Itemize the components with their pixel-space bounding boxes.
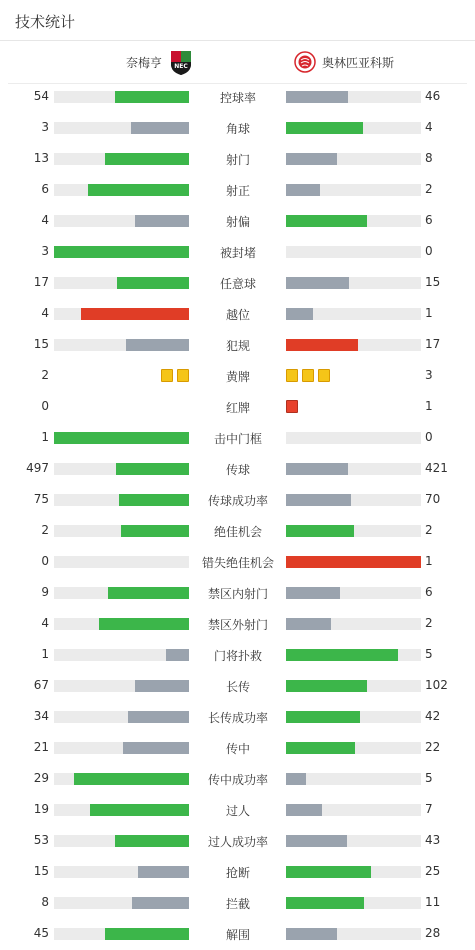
stat-row — [0, 143, 475, 174]
away-bar-track — [286, 618, 421, 630]
away-bar-track — [286, 587, 421, 599]
away-bar-fill — [286, 525, 354, 537]
stat-row — [0, 81, 475, 112]
home-value: 4 — [41, 213, 49, 227]
away-value: 46 — [425, 89, 441, 103]
away-bar-track — [286, 804, 421, 816]
away-value: 11 — [425, 895, 441, 909]
home-bar-track — [54, 153, 189, 165]
stat-row — [0, 205, 475, 236]
away-cards — [286, 400, 298, 413]
away-value: 7 — [425, 802, 433, 816]
stat-label: 禁区内射门 — [207, 587, 268, 601]
away-bar-track — [286, 928, 421, 940]
page-title: 技术统计 — [15, 13, 76, 31]
stat-row — [0, 825, 475, 856]
away-value: 5 — [425, 647, 433, 661]
home-bar-fill — [135, 680, 189, 692]
home-value: 53 — [33, 833, 49, 847]
away-value: 17 — [425, 337, 441, 351]
away-bar-track — [286, 339, 421, 351]
home-value: 0 — [41, 554, 49, 568]
home-value: 497 — [26, 461, 49, 475]
stat-row — [0, 112, 475, 143]
stat-label: 绝佳机会 — [213, 525, 262, 539]
away-bar-fill — [286, 866, 371, 878]
home-value: 67 — [33, 678, 49, 692]
stat-label: 传中 — [225, 742, 250, 756]
away-bar-track — [286, 277, 421, 289]
olympiacos-logo-icon — [294, 51, 316, 73]
away-bar-fill — [286, 742, 355, 754]
away-bar-track — [286, 91, 421, 103]
away-bar-track — [286, 432, 421, 444]
home-bar-track — [54, 339, 189, 351]
away-bar-fill — [286, 91, 348, 103]
home-value: 2 — [41, 368, 49, 382]
away-bar-fill — [286, 463, 348, 475]
home-bar-track — [54, 246, 189, 258]
stat-label: 射正 — [225, 184, 250, 198]
home-bar-fill — [121, 525, 189, 537]
stat-row — [0, 453, 475, 484]
home-value: 4 — [41, 616, 49, 630]
yellow-card-icon — [318, 369, 330, 382]
stat-row — [0, 639, 475, 670]
stat-row — [0, 701, 475, 732]
away-value: 102 — [425, 678, 448, 692]
home-bar-track — [54, 308, 189, 320]
home-bar-track — [54, 711, 189, 723]
stat-label: 射门 — [225, 153, 250, 167]
away-bar-fill — [286, 556, 421, 568]
home-value: 13 — [33, 151, 49, 165]
home-bar-fill — [99, 618, 189, 630]
away-value: 2 — [425, 523, 433, 537]
away-bar-fill — [286, 773, 306, 785]
stat-row — [0, 174, 475, 205]
home-bar-track — [54, 494, 189, 506]
away-bar-track — [286, 463, 421, 475]
away-value: 4 — [425, 120, 433, 134]
home-bar-track — [54, 277, 189, 289]
away-value: 1 — [425, 399, 433, 413]
home-bar-fill — [74, 773, 189, 785]
stat-row — [0, 794, 475, 825]
stat-row — [0, 391, 475, 422]
away-bar-track — [286, 556, 421, 568]
stat-label: 抢断 — [225, 866, 250, 880]
stat-label: 角球 — [225, 122, 250, 136]
away-value: 28 — [425, 926, 441, 940]
home-bar-track — [54, 866, 189, 878]
home-value: 6 — [41, 182, 49, 196]
home-bar-track — [54, 91, 189, 103]
away-bar-fill — [286, 928, 337, 940]
away-bar-fill — [286, 153, 337, 165]
away-bar-track — [286, 308, 421, 320]
away-value: 2 — [425, 616, 433, 630]
stat-label: 犯规 — [225, 339, 250, 353]
home-bar-track — [54, 773, 189, 785]
away-value: 15 — [425, 275, 441, 289]
stat-label: 黄牌 — [225, 370, 250, 384]
stat-label: 红牌 — [225, 401, 250, 415]
home-bar-fill — [119, 494, 189, 506]
away-bar-fill — [286, 711, 360, 723]
away-value: 0 — [425, 244, 433, 258]
home-bar-fill — [117, 277, 189, 289]
stat-label: 错失绝佳机会 — [201, 556, 274, 570]
away-bar-track — [286, 246, 421, 258]
home-bar-fill — [116, 463, 189, 475]
home-bar-fill — [88, 184, 189, 196]
stat-label: 传球成功率 — [207, 494, 268, 508]
home-bar-fill — [123, 742, 189, 754]
home-value: 3 — [41, 244, 49, 258]
away-bar-track — [286, 153, 421, 165]
away-bar-fill — [286, 215, 367, 227]
home-value: 29 — [33, 771, 49, 785]
home-value: 15 — [33, 337, 49, 351]
stat-label: 禁区外射门 — [207, 618, 268, 632]
away-value: 43 — [425, 833, 441, 847]
nec-logo-icon — [168, 48, 194, 76]
stat-label: 拦截 — [225, 897, 250, 911]
home-bar-track — [54, 680, 189, 692]
stat-row — [0, 887, 475, 918]
home-bar-track — [54, 928, 189, 940]
home-value: 8 — [41, 895, 49, 909]
stat-row — [0, 267, 475, 298]
away-bar-fill — [286, 277, 349, 289]
home-bar-track — [54, 122, 189, 134]
home-bar-fill — [135, 215, 189, 227]
home-value: 1 — [41, 430, 49, 444]
away-value: 22 — [425, 740, 441, 754]
home-bar-fill — [81, 308, 189, 320]
home-bar-fill — [105, 928, 189, 940]
home-bar-fill — [138, 866, 189, 878]
stat-label: 传球 — [225, 463, 250, 477]
stat-row — [0, 515, 475, 546]
away-bar-fill — [286, 184, 320, 196]
away-team[interactable] — [294, 41, 394, 83]
away-value: 2 — [425, 182, 433, 196]
away-value: 8 — [425, 151, 433, 165]
home-value: 75 — [33, 492, 49, 506]
yellow-card-icon — [302, 369, 314, 382]
stat-row — [0, 732, 475, 763]
stat-label: 越位 — [225, 308, 250, 322]
home-value: 17 — [33, 275, 49, 289]
stat-row — [0, 329, 475, 360]
away-bar-fill — [286, 339, 358, 351]
away-value: 6 — [425, 213, 433, 227]
home-bar-track — [54, 556, 189, 568]
away-bar-track — [286, 525, 421, 537]
away-value: 1 — [425, 306, 433, 320]
stat-row — [0, 236, 475, 267]
home-value: 54 — [33, 89, 49, 103]
away-bar-track — [286, 649, 421, 661]
stat-row — [0, 360, 475, 391]
home-bar-fill — [108, 587, 189, 599]
home-bar-fill — [115, 835, 189, 847]
stat-label: 任意球 — [219, 277, 256, 291]
home-bar-track — [54, 215, 189, 227]
away-bar-track — [286, 773, 421, 785]
away-bar-fill — [286, 835, 347, 847]
home-bar-track — [54, 184, 189, 196]
stat-row — [0, 577, 475, 608]
away-cards — [286, 369, 330, 382]
away-bar-track — [286, 184, 421, 196]
stat-row — [0, 546, 475, 577]
svg-text:NEC: NEC — [174, 63, 188, 70]
away-bar-fill — [286, 494, 351, 506]
stat-row — [0, 763, 475, 794]
stat-label: 长传 — [225, 680, 250, 694]
away-bar-fill — [286, 308, 313, 320]
home-value: 34 — [33, 709, 49, 723]
home-value: 3 — [41, 120, 49, 134]
stat-row — [0, 918, 475, 949]
away-bar-track — [286, 215, 421, 227]
home-value: 4 — [41, 306, 49, 320]
stat-row — [0, 298, 475, 329]
away-bar-fill — [286, 680, 367, 692]
yellow-card-icon — [161, 369, 173, 382]
away-bar-fill — [286, 804, 322, 816]
away-bar-track — [286, 494, 421, 506]
away-bar-track — [286, 680, 421, 692]
away-bar-fill — [286, 618, 331, 630]
away-bar-fill — [286, 897, 364, 909]
home-bar-fill — [126, 339, 189, 351]
away-value: 25 — [425, 864, 441, 878]
yellow-card-icon — [286, 369, 298, 382]
stat-label: 门将扑救 — [213, 649, 262, 663]
home-value: 0 — [41, 399, 49, 413]
home-bar-track — [54, 432, 189, 444]
home-value: 15 — [33, 864, 49, 878]
stat-label: 控球率 — [219, 91, 256, 105]
away-bar-track — [286, 742, 421, 754]
away-value: 5 — [425, 771, 433, 785]
home-bar-track — [54, 525, 189, 537]
stat-row — [0, 608, 475, 639]
home-bar-track — [54, 835, 189, 847]
home-value: 1 — [41, 647, 49, 661]
yellow-card-icon — [177, 369, 189, 382]
stat-row — [0, 422, 475, 453]
home-bar-track — [54, 804, 189, 816]
away-value: 0 — [425, 430, 433, 444]
home-bar-track — [54, 649, 189, 661]
away-team-name: 奥林匹亚科斯 — [322, 55, 395, 70]
away-bar-track — [286, 122, 421, 134]
away-bar-track — [286, 711, 421, 723]
away-value: 42 — [425, 709, 441, 723]
home-bar-track — [54, 897, 189, 909]
home-team-name: 奈梅亨 — [126, 55, 163, 70]
home-team[interactable] — [126, 41, 194, 83]
stat-label: 射偏 — [225, 215, 250, 229]
home-value: 9 — [41, 585, 49, 599]
home-bar-track — [54, 618, 189, 630]
stat-label: 长传成功率 — [207, 711, 268, 725]
away-bar-track — [286, 835, 421, 847]
home-bar-fill — [90, 804, 189, 816]
home-value: 2 — [41, 523, 49, 537]
stat-label: 解围 — [225, 928, 250, 942]
home-bar-track — [54, 463, 189, 475]
away-bar-fill — [286, 122, 363, 134]
home-cards — [161, 369, 189, 382]
home-bar-fill — [115, 91, 189, 103]
away-value: 1 — [425, 554, 433, 568]
red-card-icon — [286, 400, 298, 413]
home-bar-track — [54, 742, 189, 754]
home-bar-fill — [54, 432, 189, 444]
stat-row — [0, 856, 475, 887]
away-bar-track — [286, 897, 421, 909]
home-value: 21 — [33, 740, 49, 754]
away-value: 6 — [425, 585, 433, 599]
away-value: 3 — [425, 368, 433, 382]
home-value: 45 — [33, 926, 49, 940]
away-bar-fill — [286, 587, 340, 599]
home-bar-track — [54, 587, 189, 599]
home-value: 19 — [33, 802, 49, 816]
home-bar-fill — [54, 246, 189, 258]
home-bar-fill — [166, 649, 189, 661]
away-value: 421 — [425, 461, 448, 475]
home-bar-fill — [105, 153, 189, 165]
stat-label: 传中成功率 — [207, 773, 268, 787]
stat-row — [0, 484, 475, 515]
away-bar-track — [286, 866, 421, 878]
away-value: 70 — [425, 492, 441, 506]
stat-label: 击中门框 — [213, 432, 262, 446]
home-bar-fill — [128, 711, 189, 723]
teams-header — [8, 41, 467, 84]
title-bar — [0, 0, 475, 41]
stat-label: 被封堵 — [219, 246, 256, 260]
stat-label: 过人 — [225, 804, 250, 818]
stat-row — [0, 670, 475, 701]
away-bar-fill — [286, 649, 398, 661]
home-bar-fill — [131, 122, 189, 134]
stat-label: 过人成功率 — [207, 835, 268, 849]
home-bar-fill — [132, 897, 189, 909]
